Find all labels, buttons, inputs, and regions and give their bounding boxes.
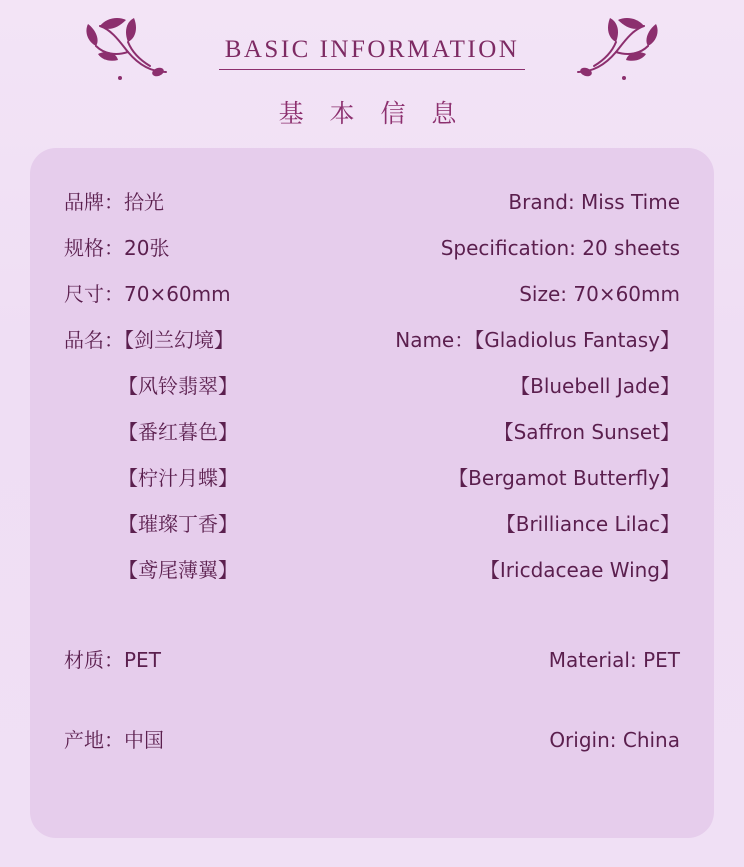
row-label-zh: 尺寸：70×60mm	[64, 282, 231, 306]
floral-flourish-right-icon	[570, 16, 690, 82]
row-label-zh: 材质：PET	[64, 648, 161, 672]
table-row	[64, 724, 680, 770]
row-label-en: 【Iricdaceae Wing】	[479, 558, 680, 582]
table-row	[64, 186, 680, 232]
table-row	[64, 370, 680, 416]
table-row	[64, 644, 680, 690]
row-label-zh: 【鸢尾薄翼】	[118, 558, 238, 582]
table-row	[64, 554, 680, 600]
row-spacer	[64, 690, 680, 724]
row-label-zh: 品牌：拾光	[64, 190, 164, 214]
row-label-en: Brand: Miss Time	[508, 190, 680, 214]
basic-information-card	[30, 148, 714, 838]
page-header	[0, 0, 744, 130]
table-row	[64, 416, 680, 462]
row-label-en: Origin: China	[549, 728, 680, 752]
info-rows	[64, 186, 680, 770]
row-spacer	[64, 600, 680, 644]
row-label-en: Size: 70×60mm	[519, 282, 680, 306]
row-label-en: 【Bergamot Butterfly】	[448, 466, 680, 490]
row-label-en: Specification: 20 sheets	[440, 236, 680, 260]
row-label-en: Material: PET	[548, 648, 680, 672]
floral-flourish-left-icon	[54, 16, 174, 82]
table-row	[64, 324, 680, 370]
row-label-zh: 【番红暮色】	[118, 420, 238, 444]
row-label-en: 【Bluebell Jade】	[510, 374, 680, 398]
page-title-zh: 基 本 信 息	[278, 99, 466, 128]
table-row	[64, 462, 680, 508]
row-label-zh: 【柠汁月蝶】	[118, 466, 238, 490]
header-title-row	[112, 22, 632, 84]
row-label-zh: 【璀璨丁香】	[118, 512, 238, 536]
row-label-zh: 规格：20张	[64, 236, 170, 260]
table-row	[64, 232, 680, 278]
row-label-zh: 【风铃翡翠】	[118, 374, 238, 398]
row-label-en: 【Brilliance Lilac】	[495, 512, 680, 536]
row-label-en: Name：【Gladiolus Fantasy】	[395, 328, 680, 352]
row-label-en: 【Saffron Sunset】	[493, 420, 680, 444]
table-row	[64, 508, 680, 554]
page-title-en: BASIC INFORMATION	[219, 36, 526, 71]
table-row	[64, 278, 680, 324]
title-dot-left	[118, 76, 122, 80]
row-label-zh: 产地：中国	[64, 728, 164, 752]
row-label-zh: 品名：【剑兰幻境】	[64, 328, 234, 352]
